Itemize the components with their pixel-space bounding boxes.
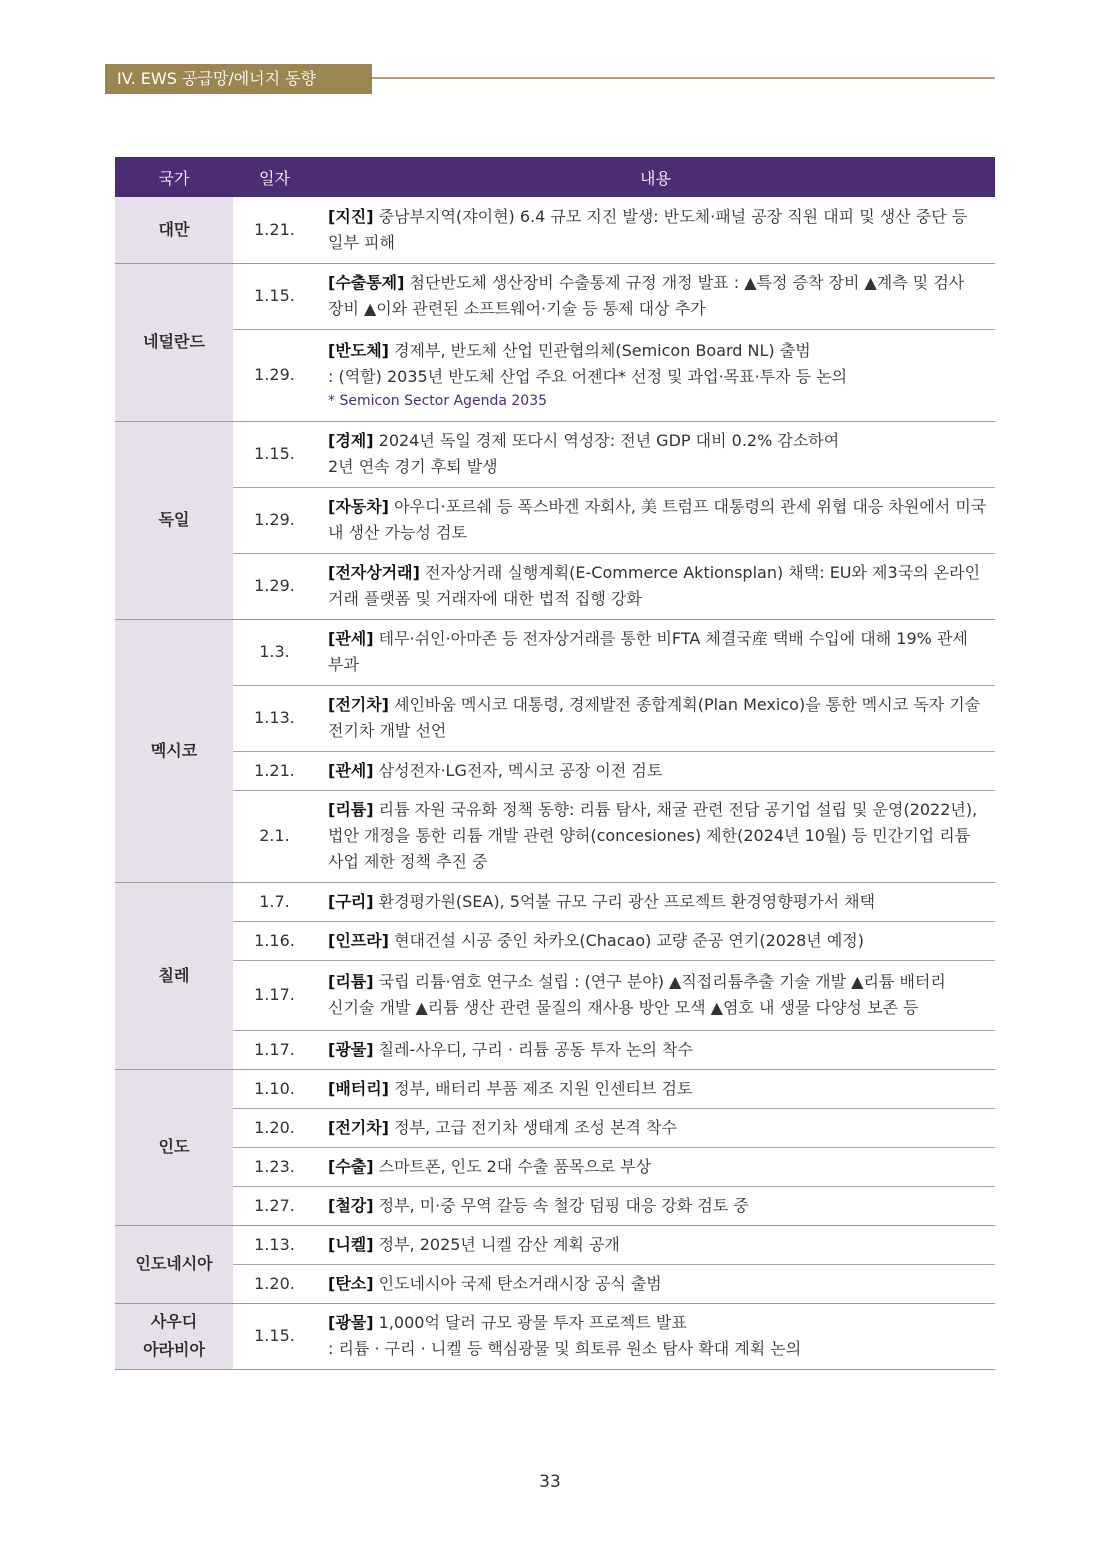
category-tag: [자동차] (328, 497, 389, 516)
date-cell: 1.16. (233, 921, 316, 960)
content-cell (316, 882, 995, 921)
category-tag: [전자상거래] (328, 563, 420, 582)
date-cell: 2.1. (233, 790, 316, 882)
content-line (328, 1154, 987, 1180)
category-tag: [배터리] (328, 1078, 389, 1098)
date-cell: 1.7. (233, 882, 316, 921)
table-row (115, 1186, 995, 1225)
country-cell: 독일 (115, 421, 233, 619)
category-tag: [반도체] (328, 341, 389, 360)
content-text: 정부, 배터리 부품 제조 지원 인센티브 검토 (389, 1078, 693, 1098)
category-tag: [철강] (328, 1195, 374, 1215)
content-line (328, 1232, 987, 1258)
category-tag: [경제] (328, 431, 374, 450)
table-row (115, 1069, 995, 1108)
date-cell: 1.20. (233, 1108, 316, 1147)
section-header (105, 64, 995, 94)
content-text: 리튬 자원 국유화 정책 동향: 리튬 탐사, 채굴 관련 전담 공기업 설립 및 운영(2022년), 법안 개정을 통한 리튬 개발 관련 양허(concesiones) 제한(2024년 10월) 등 민간기업 리튬 사업 제한 정책 추진 중 (328, 800, 978, 871)
content-cell (316, 1303, 995, 1369)
content-line (328, 270, 987, 322)
content-text: 셰인바움 멕시코 대통령, 경제발전 종합계획(Plan Mexico)을 통한 멕시코 독자 기술 전기차 개발 선언 (328, 695, 981, 740)
content-line (328, 1193, 987, 1219)
category-tag: [수출통제] (328, 273, 405, 292)
content-detail: : 리튬 · 구리 · 니켈 등 핵심광물 및 희토류 원소 탐사 확대 계획 논의 (328, 1339, 802, 1358)
date-cell: 1.20. (233, 1264, 316, 1303)
section-divider (372, 77, 995, 79)
content-text: 중남부지역(쟈이현) 6.4 규모 지진 발생: 반도체·패널 공장 직원 대피 및 생산 중단 등 일부 피해 (328, 206, 968, 252)
category-tag: [탄소] (328, 1273, 374, 1293)
content-line (328, 1115, 987, 1141)
content-cell (316, 553, 995, 619)
content-cell (316, 1147, 995, 1186)
date-cell: 1.23. (233, 1147, 316, 1186)
content-footnote: * Semicon Sector Agenda 2035 (328, 393, 548, 409)
content-cell (316, 921, 995, 960)
content-line (328, 889, 987, 915)
table-row (115, 329, 995, 421)
content-cell (316, 619, 995, 685)
content-cell (316, 1030, 995, 1069)
content-cell (316, 790, 995, 882)
table-row (115, 685, 995, 751)
content-text: 스마트폰, 인도 2대 수출 품목으로 부상 (373, 1156, 652, 1176)
category-tag: [리튬] (328, 800, 374, 819)
content-text: 정부, 미·중 무역 갈등 속 철강 덤핑 대응 강화 검토 중 (373, 1195, 749, 1215)
content-text: 경제부, 반도체 산업 민관협의체(Semicon Board NL) 출범 (389, 341, 811, 360)
content-detail: 2년 연속 경기 후퇴 발생 (328, 457, 498, 476)
content-line (328, 1271, 987, 1297)
table-body (115, 197, 995, 1369)
table-header-row (115, 157, 995, 197)
date-cell: 1.13. (233, 1225, 316, 1264)
content-text: 아우디·포르쉐 등 폭스바겐 자회사, 美 트럼프 대통령의 관세 위협 대응 차원에서 미국 내 생산 가능성 검토 (328, 497, 987, 542)
table-row (115, 751, 995, 790)
table-row (115, 790, 995, 882)
table-row (115, 1147, 995, 1186)
table-row (115, 1225, 995, 1264)
date-cell: 1.15. (233, 263, 316, 329)
header-date: 일자 (233, 157, 316, 197)
date-cell: 1.13. (233, 685, 316, 751)
country-cell: 멕시코 (115, 619, 233, 882)
table-row (115, 619, 995, 685)
date-cell: 1.3. (233, 619, 316, 685)
content-cell (316, 1069, 995, 1108)
country-cell: 대만 (115, 197, 233, 263)
category-tag: [수출] (328, 1156, 374, 1176)
category-tag: [관세] (328, 629, 374, 648)
content-text: 환경평가원(SEA), 5억불 규모 구리 광산 프로젝트 환경영향평가서 채택 (373, 891, 876, 911)
date-cell: 1.17. (233, 1030, 316, 1069)
date-cell: 1.29. (233, 329, 316, 421)
content-cell (316, 1264, 995, 1303)
content-cell (316, 960, 995, 1030)
content-line (328, 1310, 987, 1336)
content-line (328, 797, 987, 875)
page-number: 33 (539, 1472, 561, 1492)
content-text: 정부, 고급 전기차 생태계 조성 본격 착수 (389, 1117, 677, 1137)
content-line (328, 338, 987, 364)
content-text: 삼성전자·LG전자, 멕시코 공장 이전 검토 (373, 760, 663, 780)
table-row (115, 553, 995, 619)
content-cell (316, 751, 995, 790)
content-cell (316, 487, 995, 553)
table-row (115, 487, 995, 553)
date-cell: 1.10. (233, 1069, 316, 1108)
table-row (115, 263, 995, 329)
content-line (328, 626, 987, 678)
table-row (115, 882, 995, 921)
category-tag: [구리] (328, 891, 374, 911)
table-row (115, 197, 995, 263)
category-tag: [전기차] (328, 1117, 389, 1137)
category-tag: [리튬] (328, 972, 374, 991)
content-line (328, 1076, 987, 1102)
content-cell (316, 1108, 995, 1147)
table-row (115, 1030, 995, 1069)
content-text: 전자상거래 실행계획(E-Commerce Aktionsplan) 채택: EU와 제3국의 온라인 거래 플랫폼 및 거래자에 대한 법적 집행 강화 (328, 563, 981, 608)
country-cell: 사우디 아라비아 (115, 1303, 233, 1369)
header-country: 국가 (115, 157, 233, 197)
table-row (115, 1303, 995, 1369)
content-text: 테무·쉬인·아마존 등 전자상거래를 통한 비FTA 체결국産 택배 수입에 대해 19% 관세 부과 (328, 629, 968, 674)
category-tag: [인프라] (328, 930, 389, 950)
table-row (115, 421, 995, 487)
table-row (115, 921, 995, 960)
content-text: 1,000억 달러 규모 광물 투자 프로젝트 발표 (373, 1313, 687, 1332)
content-text: 칠레-사우디, 구리 · 리튬 공동 투자 논의 착수 (373, 1039, 693, 1059)
date-cell: 1.29. (233, 553, 316, 619)
content-cell (316, 685, 995, 751)
category-tag: [전기차] (328, 695, 389, 714)
content-cell (316, 1186, 995, 1225)
category-tag: [관세] (328, 760, 374, 780)
category-tag: [광물] (328, 1313, 374, 1332)
content-text: 현대건설 시공 중인 차카오(Chacao) 교량 준공 연기(2028년 예정) (389, 930, 865, 950)
content-detail: : (역할) 2035년 반도체 산업 주요 어젠다* 선정 및 과업·목표·투자 등 논의 (328, 367, 848, 386)
content-text: 첨단반도체 생산장비 수출통제 규정 개정 발표 : ▲특정 증착 장비 ▲계측 및 검사 장비 ▲이와 관련된 소프트웨어·기술 등 통제 대상 추가 (328, 273, 965, 318)
date-cell: 1.17. (233, 960, 316, 1030)
section-title: IV. EWS 공급망/에너지 동향 (105, 64, 372, 94)
date-cell: 1.29. (233, 487, 316, 553)
content-line (328, 560, 987, 612)
content-cell (316, 263, 995, 329)
content-cell (316, 421, 995, 487)
content-line (328, 758, 987, 784)
category-tag: [지진] (328, 206, 374, 226)
date-cell: 1.15. (233, 1303, 316, 1369)
content-line (328, 969, 987, 1021)
country-cell: 인도 (115, 1069, 233, 1225)
content-line (328, 928, 987, 954)
content-line (328, 428, 987, 454)
content-text: 2024년 독일 경제 또다시 역성장: 전년 GDP 대비 0.2% 감소하여 (373, 431, 840, 450)
content-text: 국립 리튬·염호 연구소 설립 : (연구 분야) ▲직접리튬추출 기술 개발 ▲리튬 배터리 신기술 개발 ▲리튬 생산 관련 물질의 재사용 방안 모색 ▲염호 내 생물 다양성 보존 등 (328, 972, 946, 1017)
content-text: 인도네시아 국제 탄소거래시장 공식 출범 (373, 1273, 662, 1293)
content-cell (316, 1225, 995, 1264)
country-cell: 인도네시아 (115, 1225, 233, 1303)
date-cell: 1.21. (233, 751, 316, 790)
content-line (328, 494, 987, 546)
category-tag: [광물] (328, 1039, 374, 1059)
content-line (328, 1037, 987, 1063)
content-line (328, 204, 987, 256)
date-cell: 1.27. (233, 1186, 316, 1225)
header-content: 내용 (316, 157, 995, 197)
content-cell (316, 329, 995, 421)
content-line (328, 692, 987, 744)
content-text: 정부, 2025년 니켈 감산 계획 공개 (373, 1234, 620, 1254)
date-cell: 1.21. (233, 197, 316, 263)
table-row (115, 1108, 995, 1147)
trend-table (115, 157, 995, 1370)
table-row (115, 1264, 995, 1303)
category-tag: [니켈] (328, 1234, 374, 1254)
table-row (115, 960, 995, 1030)
country-cell: 칠레 (115, 882, 233, 1069)
country-cell: 네덜란드 (115, 263, 233, 421)
content-cell (316, 197, 995, 263)
date-cell: 1.15. (233, 421, 316, 487)
